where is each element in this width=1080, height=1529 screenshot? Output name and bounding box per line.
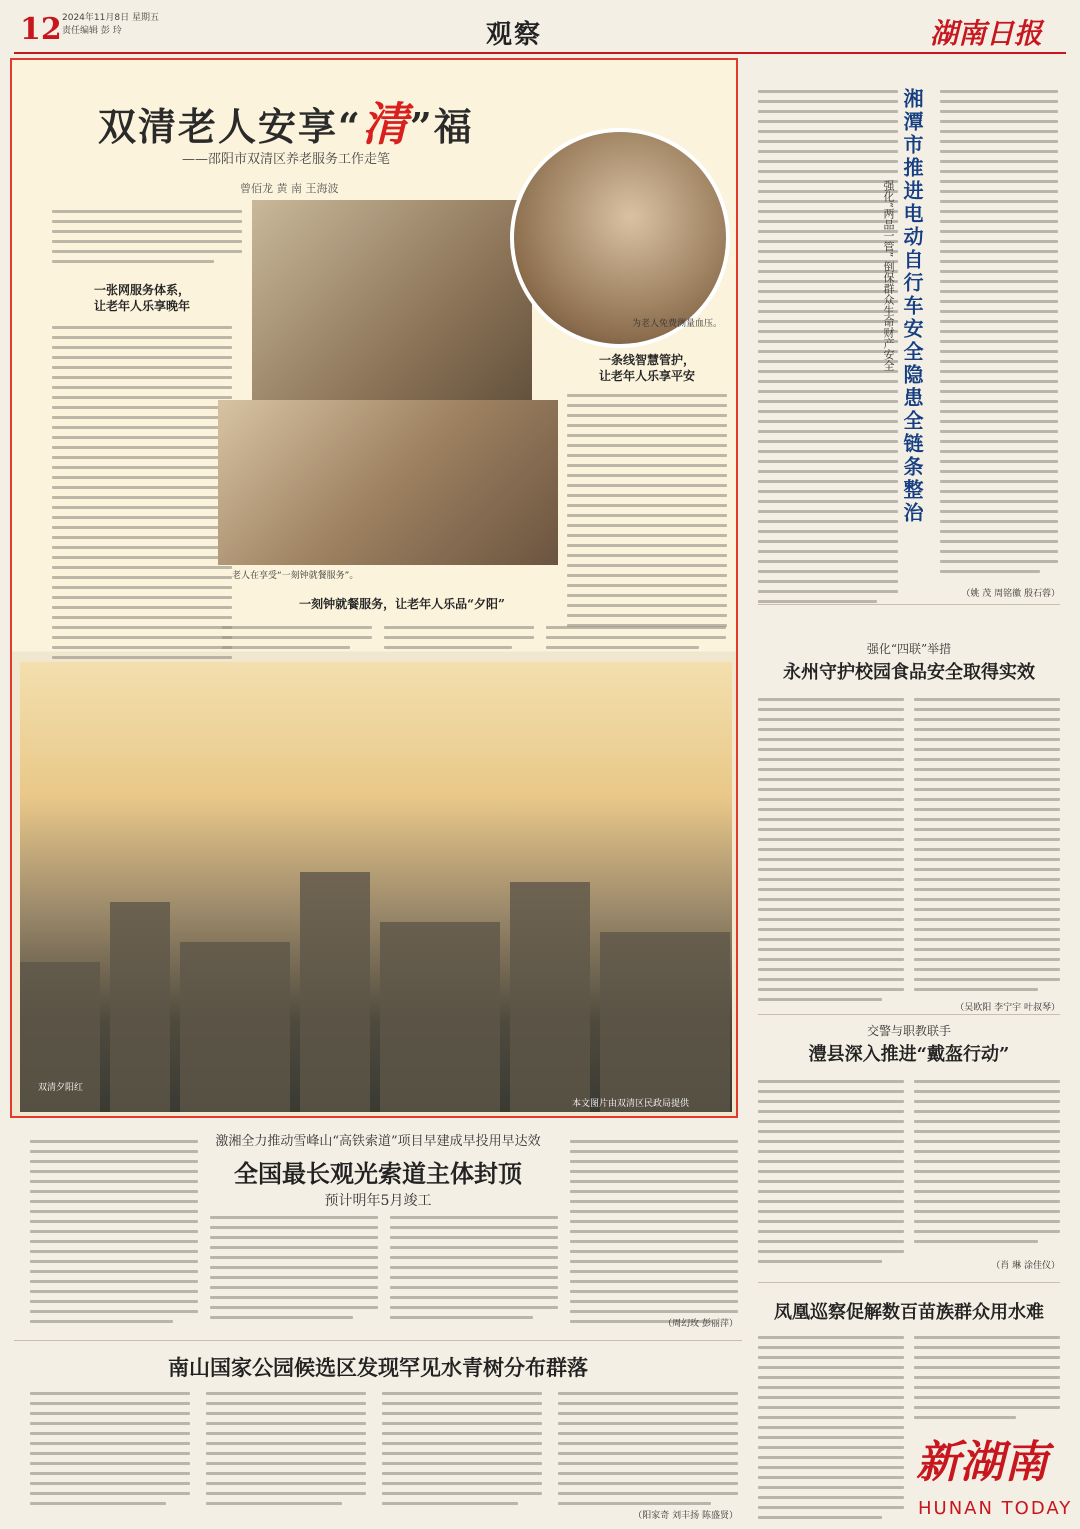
body-col-2 xyxy=(222,626,372,649)
xinhunan-logo: 新湖南 xyxy=(916,1437,1048,1488)
body-col-1a xyxy=(52,326,232,709)
feature-subtitle: ——邵阳市双清区养老服务工作走笔 xyxy=(182,152,391,167)
xiangtan-author: （姚 茂 周铭徽 殷石蓉） xyxy=(961,589,1060,599)
lixian-body-2 xyxy=(914,1080,1060,1243)
title-highlight: 清 xyxy=(361,97,410,151)
divider xyxy=(758,604,1060,605)
caption-city: 双清夕阳红 xyxy=(38,1083,84,1093)
divider xyxy=(14,1340,742,1341)
yongzhou-kicker: 强化“四联”举措 xyxy=(866,642,952,656)
nanshan-headline: 南山国家公园候选区发现罕见水青树分布群落 xyxy=(168,1355,588,1380)
nanshan-body-4 xyxy=(558,1392,738,1505)
divider xyxy=(758,1282,1060,1283)
city-photo xyxy=(20,662,732,1112)
intro-text xyxy=(52,210,242,263)
feature-article xyxy=(10,58,738,1118)
feature-authors: 曾佰龙 黄 南 王海波 xyxy=(240,182,339,195)
lixian-author: （肖 琳 涂佳仪） xyxy=(991,1261,1060,1271)
hunan-today-logo: HUNAN TODAY xyxy=(918,1498,1073,1519)
divider xyxy=(758,1014,1060,1015)
body-col-4b xyxy=(546,626,726,649)
yongzhou-headline: 永州守护校园食品安全取得实效 xyxy=(783,662,1035,683)
page-meta xyxy=(62,12,159,38)
ropeway-body-3 xyxy=(390,1216,558,1319)
subhead-network: 一张网服务体系， 让老年人乐享晚年 xyxy=(93,283,190,313)
ropeway-kicker: 激湘全力推动雪峰山“高铁索道”项目早建成早投用早达效 xyxy=(215,1134,541,1149)
body-col-3 xyxy=(384,626,534,649)
lixian-headline: 澧县深入推进“戴盔行动” xyxy=(808,1044,1010,1065)
nanshan-body-3 xyxy=(382,1392,542,1505)
nanshan-body-1 xyxy=(30,1392,190,1505)
ropeway-deck: 预计明年5月竣工 xyxy=(324,1193,432,1209)
ropeway-author: （周幻玫 彭丽萍） xyxy=(663,1319,738,1329)
xiangtan-headline: 湘潭市推进电动自行车安全隐患全链条整治 xyxy=(900,88,924,525)
ropeway-body-4 xyxy=(570,1140,738,1323)
feature-title xyxy=(98,88,474,154)
ropeway-body-2 xyxy=(210,1216,378,1319)
yongzhou-body-2 xyxy=(914,698,1060,991)
photo-blood-pressure xyxy=(510,128,730,348)
caption-dining: 老人在享受“一刻钟就餐服务”。 xyxy=(232,571,359,581)
newspaper-logo: 湖南日报 xyxy=(930,17,1043,50)
body-col-4a xyxy=(567,394,727,627)
yongzhou-author: （吴欧阳 李宁宇 叶叔琴） xyxy=(955,1003,1060,1013)
fenghuang-body-1 xyxy=(758,1336,904,1519)
issue-date: 2024年11月8日 星期五 xyxy=(62,13,159,23)
caption-blood-pressure: 为老人免费测量血压。 xyxy=(632,319,723,329)
nanshan-author: （阳家奇 刘丰扬 陈盛贤） xyxy=(633,1511,738,1521)
nanshan-body-2 xyxy=(206,1392,366,1505)
page-number: 12 xyxy=(20,12,62,47)
photo-credit: 本文图片由双清区民政局提供 xyxy=(572,1099,690,1109)
xiangtan-kicker: 强化“两品一管” 倒保群众生命财产安全 xyxy=(882,180,895,371)
lixian-kicker: 交警与职教联手 xyxy=(866,1024,951,1038)
lixian-body-1 xyxy=(758,1080,904,1263)
xiangtan-body-2 xyxy=(940,90,1058,573)
xiangtan-body-1 xyxy=(758,90,898,603)
fenghuang-body-2 xyxy=(914,1336,1060,1419)
ropeway-headline: 全国最长观光索道主体封顶 xyxy=(234,1159,522,1188)
masthead-rule xyxy=(14,52,1066,54)
title-part: 双清老人安享“ xyxy=(98,104,362,149)
subhead-smart: 一条线智慧管护， 让老年人乐享平安 xyxy=(598,353,695,383)
yongzhou-body-1 xyxy=(758,698,904,1001)
section-title: 观察 xyxy=(486,20,543,50)
title-part: ”福 xyxy=(409,104,474,149)
subhead-dining: 一刻钟就餐服务，让老年人乐品“夕阳” xyxy=(299,597,505,611)
photo-dining xyxy=(218,400,558,565)
ropeway-body-1 xyxy=(30,1140,198,1323)
editor-line: 责任编辑 彭 玲 xyxy=(62,26,122,36)
fenghuang-headline: 凤凰巡察促解数百苗族群众用水难 xyxy=(774,1302,1044,1323)
